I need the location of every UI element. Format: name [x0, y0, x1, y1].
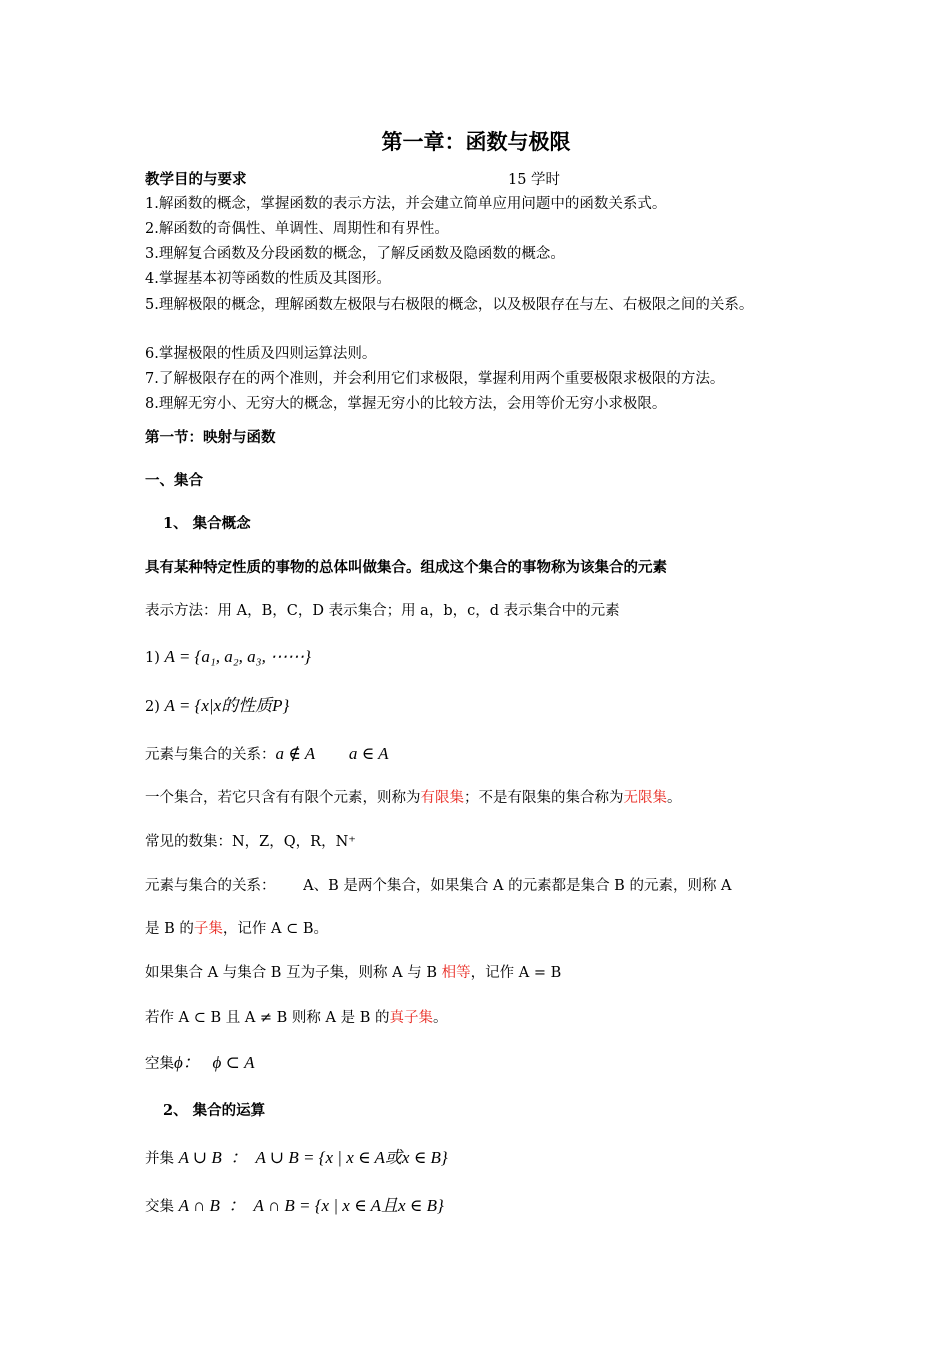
infinite-set-term: 无限集 [623, 790, 667, 806]
text-run: 。 [667, 790, 682, 806]
objective-item: 5.理解极限的概念，理解函数左极限与右极限的概念，以及极限存在与左、右极限之间的关系。 [145, 297, 754, 313]
number-sets: 常见的数集：N，Z，Q，R，N⁺ [145, 834, 356, 850]
set-definition: 具有某种特定性质的事物的总体叫做集合。组成这个集合的事物称为该集合的元素 [145, 559, 667, 576]
intersection-definition [145, 1195, 825, 1218]
intersection-formula: A ∩ B ： A ∩ B = {x | x ∈ A且x ∈ B} [178, 1196, 444, 1215]
objective-item: 1.解函数的概念，掌握函数的表示方法，并会建立简单应用问题中的函数关系式。 [145, 196, 667, 212]
text-run: 一个集合，若它只含有有限个元素，则称为 [145, 790, 421, 806]
part-heading: 一、集合 [145, 472, 203, 489]
equal-sets-text [145, 962, 825, 984]
objective-item: 7.了解极限存在的两个准则，并会利用它们求极限，掌握利用两个重要极限求极限的方法。 [145, 371, 725, 387]
empty-set-text [145, 1052, 825, 1075]
objective-item: 6.掌握极限的性质及四则运算法则。 [145, 346, 377, 362]
union-formula: A ∪ B ： A ∪ B = {x | x ∈ A或x ∈ B} [178, 1148, 448, 1167]
objective-item: 8.理解无穷小、无穷大的概念，掌握无穷小的比较方法，会用等价无穷小求极限。 [145, 396, 667, 412]
text-run: 若作 A ⊂ B 且 A ≠ B 则称 A 是 B 的 [145, 1010, 390, 1026]
subset-term: 子集 [193, 921, 223, 937]
membership-formula: a ∉ A a ∈ A [275, 744, 389, 763]
relation-label: 元素与集合的关系： [145, 747, 276, 763]
text-run: 如果集合 A 与集合 B 互为子集，则称 A 与 B [145, 965, 442, 981]
proper-subset-term: 真子集 [389, 1010, 433, 1026]
subsection-heading: 2、 集合的运算 [163, 1102, 266, 1119]
text-run: ，记作 A = B [470, 965, 562, 981]
finite-set-term: 有限集 [420, 790, 464, 806]
text-run: 。 [433, 1010, 448, 1026]
notation-text: 表示方法：用 A，B，C，D 表示集合；用 a，b，c，d 表示集合中的元素 [145, 603, 620, 619]
set-form-2 [145, 695, 825, 718]
proper-subset-text [145, 1007, 825, 1029]
union-definition [145, 1147, 825, 1170]
union-label: 并集 [145, 1151, 179, 1167]
form-prefix: 2) [145, 699, 165, 715]
empty-set-formula: ϕ： ϕ ⊂ A [174, 1053, 255, 1072]
set-enumeration-formula: A = {a₁, a₂, a₃, ⋯⋯} [164, 647, 311, 666]
empty-set-label: 空集 [145, 1056, 174, 1072]
equal-term: 相等 [441, 965, 471, 981]
objective-item: 2.解函数的奇偶性、单调性、周期性和有界性。 [145, 221, 449, 237]
objective-item: 3.理解复合函数及分段函数的概念，了解反函数及隐函数的概念。 [145, 246, 565, 262]
hours-label: 15 学时 [508, 172, 561, 188]
text-run: ，记作 A ⊂ B。 [222, 921, 328, 937]
subset-definition-line2 [145, 918, 825, 940]
chapter-title: 第一章：函数与极限 [381, 129, 571, 154]
text-run: 是 B 的 [145, 921, 194, 937]
form-prefix: 1) [145, 650, 165, 666]
objectives-heading: 教学目的与要求 [145, 171, 247, 188]
finite-set-text [145, 787, 825, 809]
subsection-heading: 1、 集合概念 [163, 515, 251, 532]
membership-relation [145, 743, 825, 766]
subset-definition-line1: 元素与集合的关系： A、B 是两个集合，如果集合 A 的元素都是集合 B 的元素，则称 A [145, 878, 732, 894]
set-form-1 [145, 646, 825, 669]
intersection-label: 交集 [145, 1199, 179, 1215]
set-builder-formula: A = {x|x的性质P} [164, 696, 290, 715]
objective-item: 4.掌握基本初等函数的性质及其图形。 [145, 271, 391, 287]
text-run: ；不是有限集的集合称为 [464, 790, 624, 806]
section-heading: 第一节：映射与函数 [145, 429, 276, 446]
